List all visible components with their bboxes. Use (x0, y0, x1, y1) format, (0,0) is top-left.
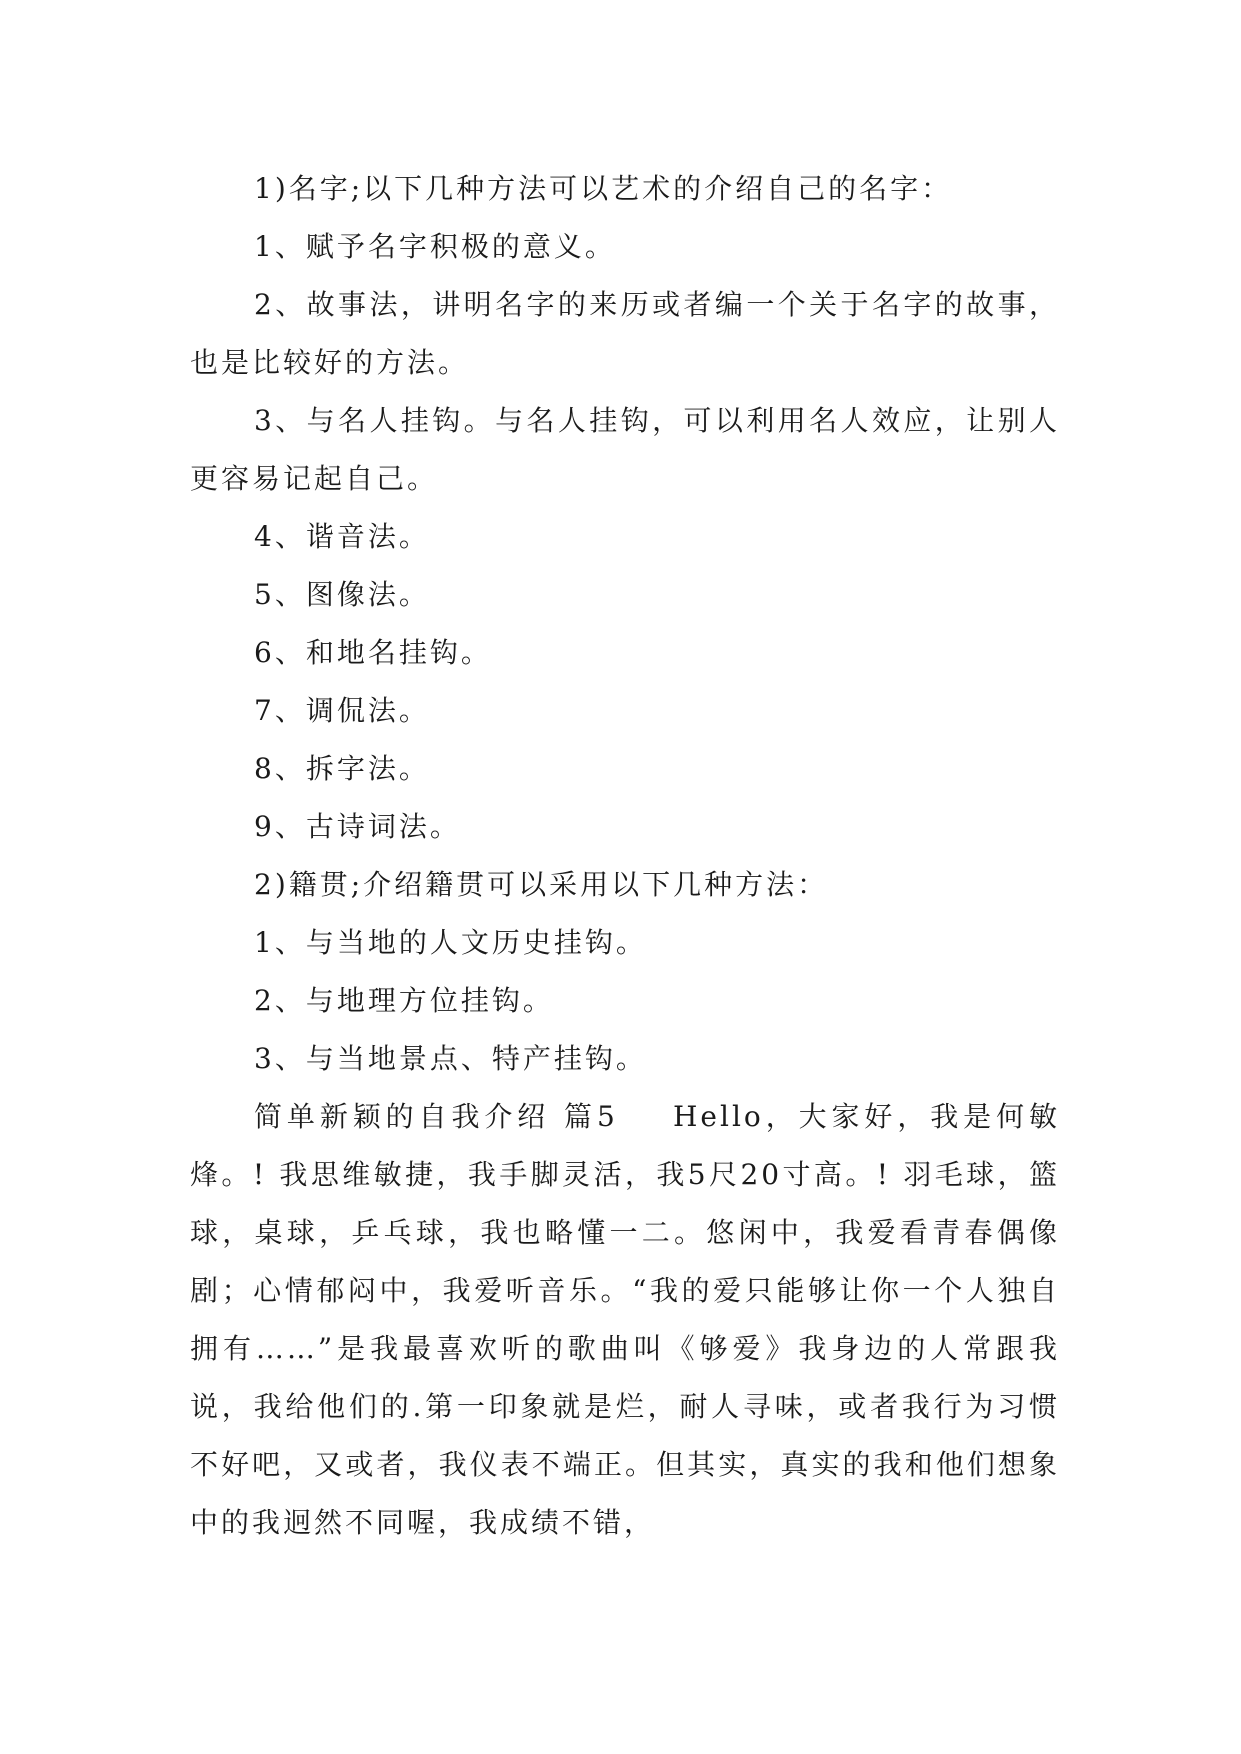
paragraph-name-method-6: 6、和地名挂钩。 (254, 636, 492, 669)
paragraph-name-method-5: 5、图像法。 (254, 578, 430, 611)
paragraph-self-intro-article-5: 简单新颖的自我介绍 篇5 Hello，大家好，我是何敏烽。! 我思维敏捷，我手脚灵活，我5尺20寸高。! 羽毛球，篮球，桌球，乒乓球，我也略懂一二。悠闲中，我爱看青春偶像剧；心情郁闷中，我爱听音乐。“我的爱只能够让你一个人独自拥有……”是我最喜欢听的歌曲叫《够爱》我身边的人常跟我说，我给他们的.第一印象就是烂，耐人寻味，或者我行为习惯不好吧，又或者，我仪表不端正。但其实，真实的我和他们想象中的我迥然不同喔，我成绩不错， (190, 1100, 1060, 1539)
paragraph-name-method-1: 1、赋予名字积极的意义。 (254, 230, 616, 263)
paragraph-name-method-3: 3、与名人挂钩。与名人挂钩，可以利用名人效应，让别人更容易记起自己。 (190, 404, 1060, 495)
document-body (190, 160, 1060, 1552)
paragraph-name-method-4: 4、谐音法。 (254, 520, 430, 553)
paragraph-hometown-method-2: 2、与地理方位挂钩。 (254, 984, 554, 1017)
paragraph-hometown-method-1: 1、与当地的人文历史挂钩。 (254, 926, 647, 959)
paragraph-name-method-8: 8、拆字法。 (254, 752, 430, 785)
paragraph-name-method-9: 9、古诗词法。 (254, 810, 461, 843)
paragraph-name-methods-heading: 1)名字;以下几种方法可以艺术的介绍自己的名字： (254, 172, 953, 205)
paragraph-hometown-heading: 2)籍贯;介绍籍贯可以采用以下几种方法： (254, 868, 829, 901)
paragraph-name-method-7: 7、调侃法。 (254, 694, 430, 727)
paragraph-name-method-2: 2、故事法，讲明名字的来历或者编一个关于名字的故事，也是比较好的方法。 (190, 288, 1060, 379)
paragraph-hometown-method-3: 3、与当地景点、特产挂钩。 (254, 1042, 647, 1075)
